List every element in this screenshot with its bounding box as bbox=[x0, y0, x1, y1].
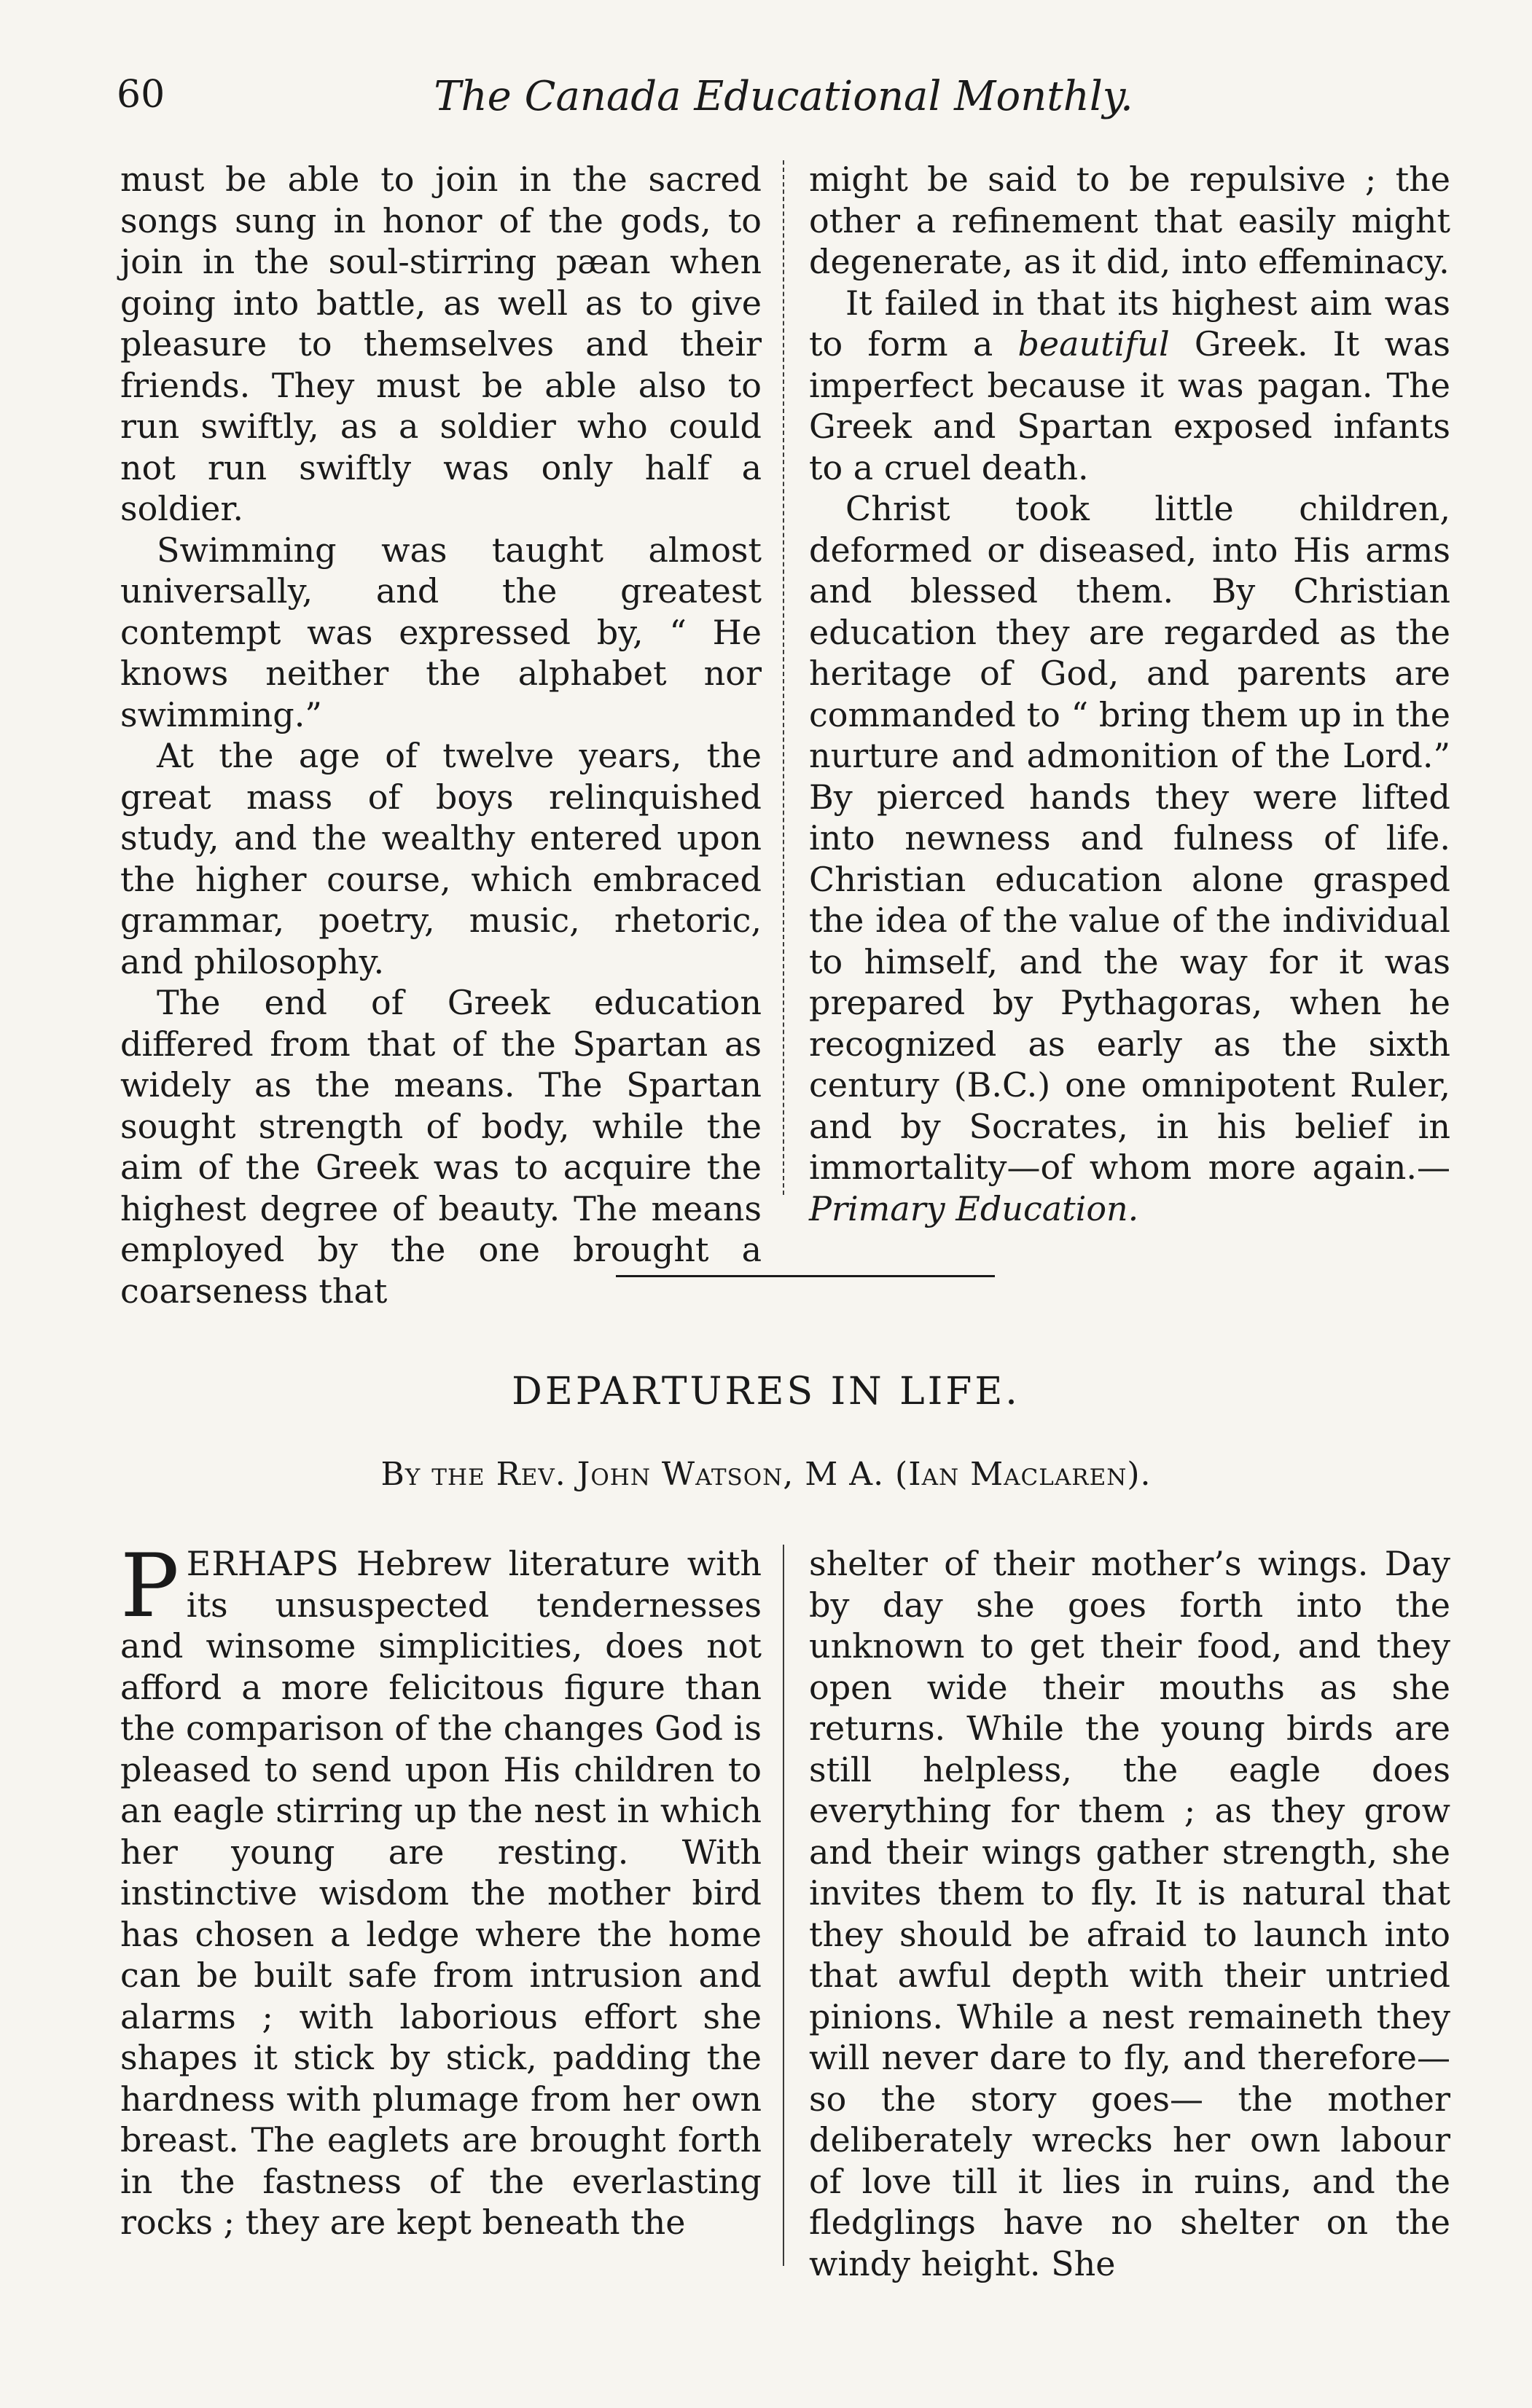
source-citation: Primary Education. bbox=[809, 1188, 1139, 1228]
opening-caps: ERHAPS bbox=[186, 1544, 340, 1583]
paragraph: might be said to be repulsive ; the other a refinement that easily might degenerate, as it did, into effeminacy. bbox=[809, 160, 1450, 281]
journal-title: The Canada Educational Monthly. bbox=[434, 73, 1133, 120]
text-run: Greek. It was imperfect because it was pagan. The Greek and Spartan exposed infants to a cruel death. bbox=[809, 324, 1450, 487]
opening-paragraph bbox=[120, 1536, 762, 2243]
paragraph: Swimming was taught almost universally, and the greatest contempt was expressed by, “ He knows neither the alphabet nor swimming.” bbox=[120, 530, 762, 734]
article-left-column bbox=[120, 1536, 762, 2243]
paragraph: shelter of their mother’s wings. Day by day she goes forth into the unknown to get their food, and they open wide their mouths as she returns. While the young birds are still helpless, the eagle does everything for them ; as they grow and their wings gather strength, she invites them to fly. It is natural that they should be afraid to launch into that awful depth with their untried pinions. While a nest remaineth they will never dare to fly, and therefore—so the story goes— the mother deliberately wrecks her own labour of love till it lies in ruins, and the fledglings have no shelter on the windy height. She bbox=[809, 1544, 1450, 2283]
text-run: Christ took little children, deformed or diseased, into His arms and blessed them. By Christian education they are regarded as the heritage of God, and parents are commanded to “ bring them up in the nurture and admonition of the Lord.” By pierced hands they were lifted into newness and fulness of life. Christian education alone grasped the idea of the value of the individual to himself, and the way for it was prepared by Pythagoras, when he recognized as early as the sixth century (B.C.) one omnipotent Ruler, and by Socrates, in his belief in immortality—of whom more again.— bbox=[809, 489, 1450, 1187]
text-run: It failed in that its highest aim was to form a bbox=[809, 283, 1450, 364]
article-right-column bbox=[809, 1543, 1450, 2284]
section-divider bbox=[616, 1275, 995, 1277]
paragraph: The end of Greek education differed from that of the Spartan as widely as the means. The Spartan sought strength of body, while the aim of the Greek was to acquire the highest degree of beauty. The means employed by the one brought a coarseness that bbox=[120, 983, 762, 1311]
paragraph: At the age of twelve years, the great mass of boys relinquished study, and the wealthy entered upon the higher course, which embraced grammar, poetry, music, rhetoric, and philosophy. bbox=[120, 736, 762, 981]
column-divider bbox=[783, 1545, 784, 2266]
text-run: Hebrew literature with its unsuspected tendernesses and winsome simplicities, does not afford a more felicitous figure than the comparison of the changes God is pleased to send upon His children to an eagle stirring up the nest in which her young are resting. With instinctive wisdom the mother bird has chosen a ledge where the home can be built safe from intrusion and alarms ; with laborious effort she shapes it stick by stick, padding the hardness with plumage from her own breast. The eaglets are brought forth in the fastness of the everlasting rocks ; they are kept beneath the bbox=[120, 1544, 762, 2242]
emphasis: beautiful bbox=[1017, 324, 1170, 364]
page-number: 60 bbox=[117, 73, 165, 117]
drop-cap: P bbox=[120, 1536, 179, 1637]
paragraph bbox=[809, 488, 1450, 1229]
article-byline: By the Rev. John Watson, M A. (Ian Maclaren). bbox=[380, 1456, 1152, 1493]
paragraph: must be able to join in the sacred songs sung in honor of the gods, to join in the soul-stirring pæan when going into battle, as well as to give pleasure to themselves and their friends. They must be able also to run swiftly, as a soldier who could not run swiftly was only half a soldier. bbox=[120, 160, 762, 528]
column-divider bbox=[783, 160, 784, 1195]
running-head bbox=[117, 73, 1450, 131]
previous-article-right-column bbox=[809, 159, 1450, 1229]
paragraph bbox=[809, 283, 1450, 489]
article-title: DEPARTURES IN LIFE. bbox=[512, 1370, 1020, 1413]
previous-article-left-column bbox=[120, 159, 762, 1311]
